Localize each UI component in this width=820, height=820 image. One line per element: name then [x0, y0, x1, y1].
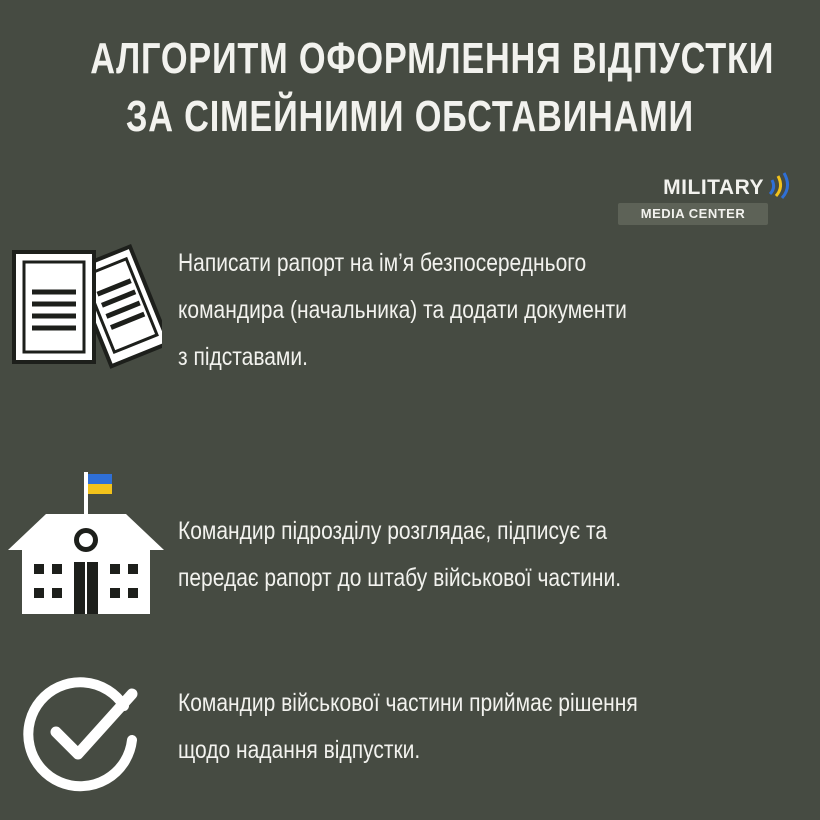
step-1-line-3: з підставами.: [178, 343, 308, 371]
step-3-line-2: щодо надання відпустки.: [178, 736, 421, 764]
step-1-line-2: командира (начальника) та додати документи: [178, 296, 627, 324]
title-line-2: ЗА СІМЕЙНИМИ ОБСТАВИНАМИ: [126, 92, 694, 141]
step-2-line-2: передає рапорт до штабу військової частини.: [178, 564, 622, 592]
checkmark-circle-icon: [20, 670, 144, 794]
step-1-line-1: Написати рапорт на ім’я безпосереднього: [178, 249, 587, 277]
step-2-text: [178, 508, 621, 602]
logo-text-bottom: MEDIA CENTER: [618, 203, 768, 225]
military-media-center-logo: [616, 172, 794, 230]
step-2-line-1: Командир підрозділу розглядає, підписує та: [178, 517, 608, 545]
step-1-text: [178, 240, 627, 381]
signal-wave-icon: [766, 172, 792, 202]
headquarters-building-icon: [6, 466, 166, 618]
title-line-1: АЛГОРИТМ ОФОРМЛЕННЯ ВІДПУСТКИ: [90, 34, 775, 83]
step-3-text: [178, 680, 638, 774]
logo-text-top: MILITARY: [663, 176, 764, 199]
page-title: [90, 30, 775, 146]
step-3-line-1: Командир військової частини приймає рішення: [178, 689, 638, 717]
documents-icon: [12, 236, 162, 380]
